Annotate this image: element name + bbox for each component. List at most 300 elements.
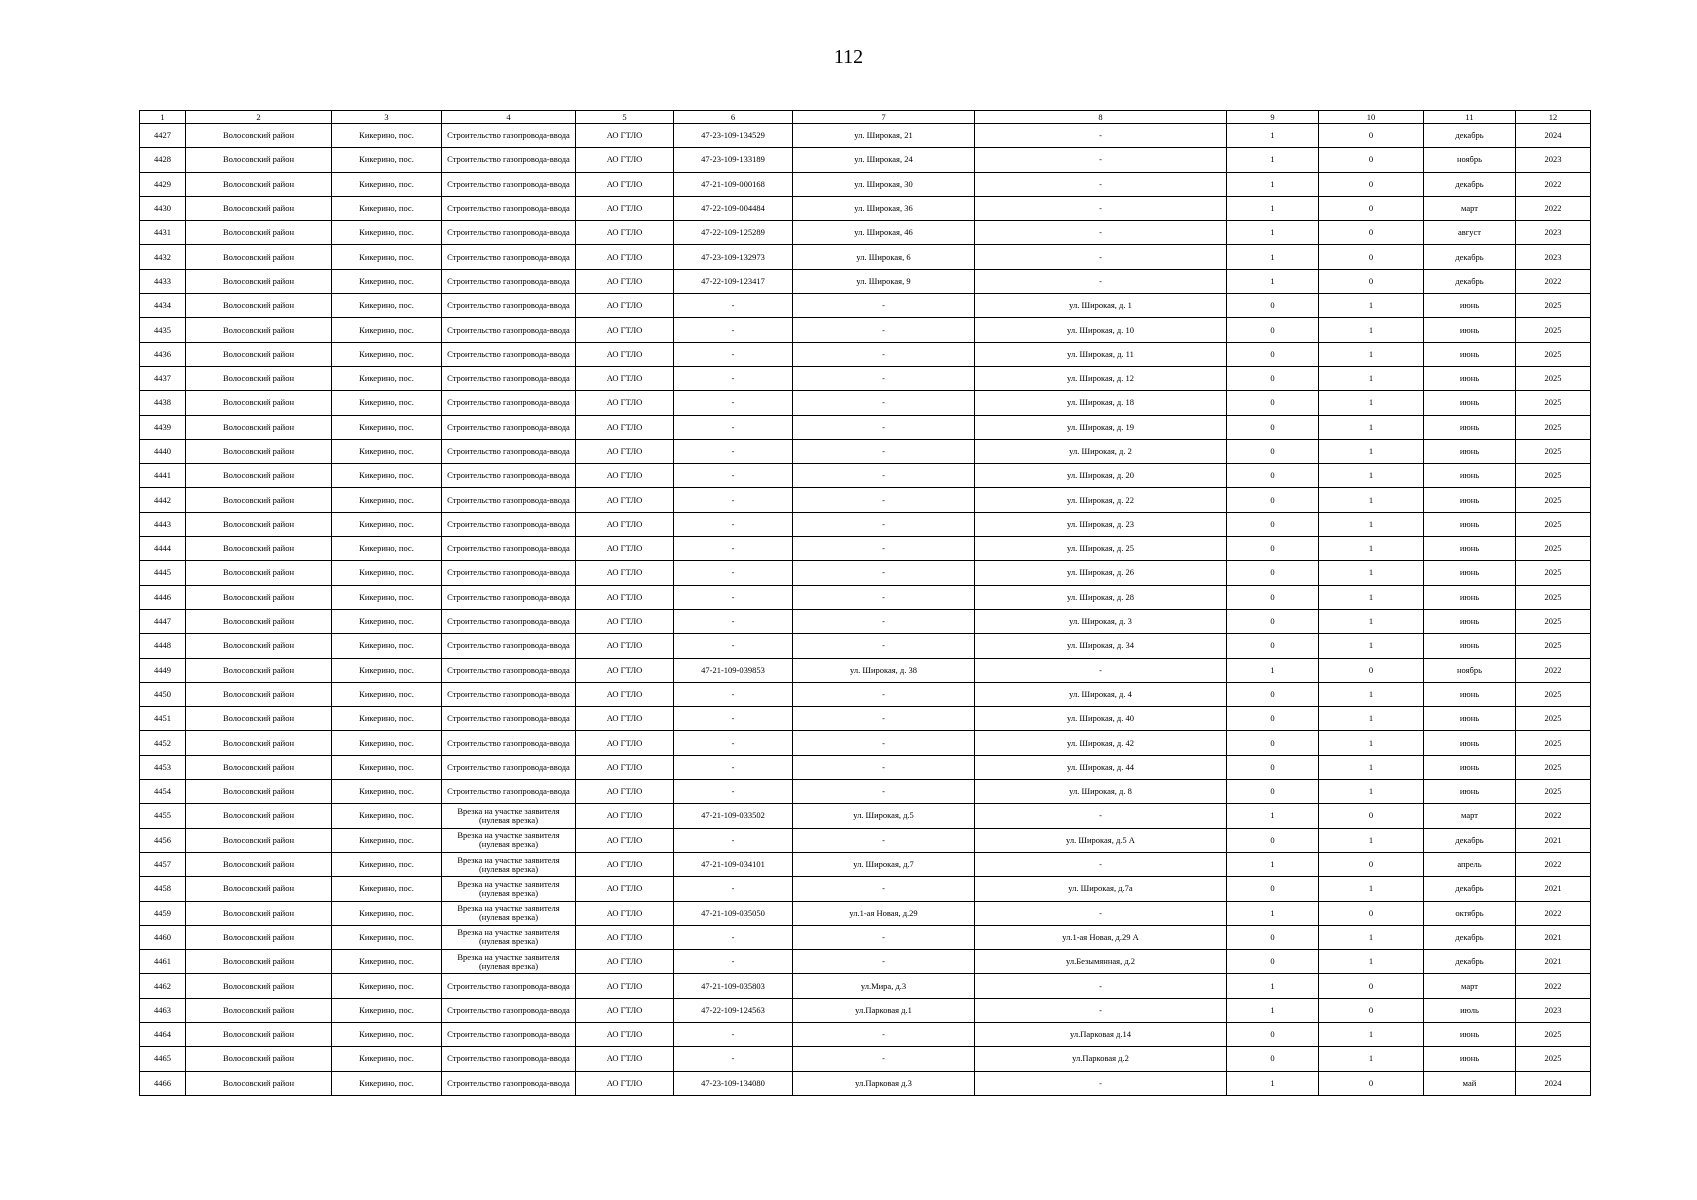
district-cell: Волосовский район [186,342,332,366]
address-cell: ул. Широкая, д. 38 [793,658,975,682]
cadastral-number-cell: 47-23-109-132973 [674,245,793,269]
address-cell: ул. Широкая, 6 [793,245,975,269]
settlement-cell: Кикерино, пос. [332,148,442,172]
count-cell-b: 1 [1319,439,1424,463]
district-cell: Волосовский район [186,148,332,172]
table-row [140,804,1591,828]
address-cell: - [793,561,975,585]
planned-address-cell: - [975,658,1227,682]
count-cell-a: 0 [1227,561,1319,585]
work-type-cell: Строительство газопровода-ввода [442,342,576,366]
district-cell: Волосовский район [186,828,332,852]
address-cell: - [793,634,975,658]
page-number: 112 [833,46,864,68]
count-cell-b: 1 [1319,828,1424,852]
month-cell: июнь [1424,731,1516,755]
work-type-cell: Врезка на участке заявителя (нулевая врезка) [442,828,576,852]
planned-address-cell: - [975,901,1227,925]
work-type-cell: Строительство газопровода-ввода [442,488,576,512]
work-type-cell: Строительство газопровода-ввода [442,1022,576,1046]
settlement-cell: Кикерино, пос. [332,537,442,561]
settlement-cell: Кикерино, пос. [332,682,442,706]
settlement-cell: Кикерино, пос. [332,731,442,755]
column-header: 4 [442,111,576,124]
row-number-cell: 4442 [140,488,186,512]
month-cell: декабрь [1424,925,1516,949]
address-cell: ул. Широкая, д.5 [793,804,975,828]
year-cell: 2025 [1516,1047,1591,1071]
year-cell: 2025 [1516,512,1591,536]
cadastral-number-cell: - [674,1047,793,1071]
address-cell: - [793,755,975,779]
count-cell-b: 0 [1319,1071,1424,1095]
row-number-cell: 4438 [140,391,186,415]
district-cell: Волосовский район [186,537,332,561]
count-cell-a: 0 [1227,294,1319,318]
planned-address-cell: ул. Широкая, д. 1 [975,294,1227,318]
planned-address-cell: ул.Парковая д.2 [975,1047,1227,1071]
table-row [140,974,1591,998]
address-cell: - [793,366,975,390]
count-cell-b: 0 [1319,852,1424,876]
work-type-cell: Врезка на участке заявителя (нулевая врезка) [442,925,576,949]
settlement-cell: Кикерино, пос. [332,609,442,633]
count-cell-a: 1 [1227,998,1319,1022]
work-type-cell: Строительство газопровода-ввода [442,634,576,658]
year-cell: 2025 [1516,391,1591,415]
district-cell: Волосовский район [186,415,332,439]
year-cell: 2025 [1516,707,1591,731]
organization-cell: АО ГТЛО [576,925,674,949]
count-cell-b: 0 [1319,124,1424,148]
column-header: 10 [1319,111,1424,124]
year-cell: 2022 [1516,974,1591,998]
count-cell-b: 1 [1319,780,1424,804]
cadastral-number-cell: 47-21-109-000168 [674,172,793,196]
count-cell-a: 1 [1227,658,1319,682]
organization-cell: АО ГТЛО [576,172,674,196]
planned-address-cell: ул. Широкая, д. 34 [975,634,1227,658]
work-type-cell: Строительство газопровода-ввода [442,415,576,439]
planned-address-cell: - [975,804,1227,828]
row-number-cell: 4459 [140,901,186,925]
address-cell: ул. Широкая, 46 [793,221,975,245]
count-cell-b: 1 [1319,294,1424,318]
cadastral-number-cell: - [674,366,793,390]
district-cell: Волосовский район [186,269,332,293]
row-number-cell: 4451 [140,707,186,731]
month-cell: июнь [1424,780,1516,804]
month-cell: июнь [1424,634,1516,658]
table-row [140,561,1591,585]
work-type-cell: Строительство газопровода-ввода [442,731,576,755]
planned-address-cell: ул. Широкая, д. 25 [975,537,1227,561]
table-row [140,318,1591,342]
row-number-cell: 4463 [140,998,186,1022]
count-cell-b: 1 [1319,318,1424,342]
address-cell: ул. Широкая, 30 [793,172,975,196]
count-cell-a: 0 [1227,609,1319,633]
year-cell: 2025 [1516,366,1591,390]
district-cell: Волосовский район [186,804,332,828]
count-cell-a: 1 [1227,974,1319,998]
month-cell: июнь [1424,439,1516,463]
row-number-cell: 4436 [140,342,186,366]
count-cell-b: 0 [1319,998,1424,1022]
cadastral-number-cell: - [674,561,793,585]
organization-cell: АО ГТЛО [576,950,674,974]
row-number-cell: 4427 [140,124,186,148]
month-cell: июнь [1424,464,1516,488]
address-cell: ул.Парковая д.3 [793,1071,975,1095]
year-cell: 2025 [1516,682,1591,706]
count-cell-a: 0 [1227,366,1319,390]
year-cell: 2025 [1516,342,1591,366]
row-number-cell: 4466 [140,1071,186,1095]
table-row [140,950,1591,974]
count-cell-b: 1 [1319,755,1424,779]
table-row [140,998,1591,1022]
organization-cell: АО ГТЛО [576,342,674,366]
month-cell: июнь [1424,294,1516,318]
work-type-cell: Строительство газопровода-ввода [442,1047,576,1071]
row-number-cell: 4457 [140,852,186,876]
settlement-cell: Кикерино, пос. [332,1022,442,1046]
settlement-cell: Кикерино, пос. [332,585,442,609]
address-cell: - [793,415,975,439]
cadastral-number-cell: 47-23-109-134529 [674,124,793,148]
address-cell: ул.1-ая Новая, д.29 [793,901,975,925]
count-cell-a: 0 [1227,950,1319,974]
table-row [140,1071,1591,1095]
work-type-cell: Строительство газопровода-ввода [442,707,576,731]
year-cell: 2022 [1516,804,1591,828]
organization-cell: АО ГТЛО [576,1022,674,1046]
year-cell: 2022 [1516,658,1591,682]
cadastral-number-cell: 47-22-109-123417 [674,269,793,293]
work-type-cell: Строительство газопровода-ввода [442,682,576,706]
count-cell-b: 1 [1319,877,1424,901]
row-number-cell: 4447 [140,609,186,633]
district-cell: Волосовский район [186,974,332,998]
cadastral-number-cell: - [674,1022,793,1046]
count-cell-a: 0 [1227,512,1319,536]
year-cell: 2021 [1516,925,1591,949]
month-cell: июнь [1424,585,1516,609]
count-cell-a: 0 [1227,464,1319,488]
address-cell: - [793,925,975,949]
month-cell: декабрь [1424,172,1516,196]
count-cell-a: 0 [1227,780,1319,804]
district-cell: Волосовский район [186,391,332,415]
planned-address-cell: ул. Широкая, д. 2 [975,439,1227,463]
settlement-cell: Кикерино, пос. [332,1071,442,1095]
planned-address-cell: ул. Широкая, д. 3 [975,609,1227,633]
district-cell: Волосовский район [186,1071,332,1095]
settlement-cell: Кикерино, пос. [332,269,442,293]
settlement-cell: Кикерино, пос. [332,707,442,731]
count-cell-a: 0 [1227,342,1319,366]
year-cell: 2024 [1516,1071,1591,1095]
settlement-cell: Кикерино, пос. [332,852,442,876]
year-cell: 2025 [1516,780,1591,804]
month-cell: июнь [1424,755,1516,779]
count-cell-b: 0 [1319,245,1424,269]
cadastral-number-cell: - [674,707,793,731]
count-cell-a: 1 [1227,221,1319,245]
year-cell: 2022 [1516,901,1591,925]
cadastral-number-cell: 47-21-109-034101 [674,852,793,876]
settlement-cell: Кикерино, пос. [332,780,442,804]
column-header: 5 [576,111,674,124]
count-cell-b: 1 [1319,585,1424,609]
settlement-cell: Кикерино, пос. [332,439,442,463]
address-cell: ул. Широкая, 9 [793,269,975,293]
table-row [140,658,1591,682]
planned-address-cell: ул. Широкая, д. 19 [975,415,1227,439]
planned-address-cell: - [975,998,1227,1022]
row-number-cell: 4439 [140,415,186,439]
address-cell: ул. Широкая, 24 [793,148,975,172]
count-cell-b: 1 [1319,561,1424,585]
work-type-cell: Строительство газопровода-ввода [442,172,576,196]
work-type-cell: Строительство газопровода-ввода [442,537,576,561]
table-row [140,585,1591,609]
settlement-cell: Кикерино, пос. [332,342,442,366]
cadastral-number-cell: - [674,585,793,609]
table-row [140,780,1591,804]
address-cell: - [793,512,975,536]
row-number-cell: 4432 [140,245,186,269]
district-cell: Волосовский район [186,366,332,390]
planned-address-cell: ул.Безымянная, д.2 [975,950,1227,974]
count-cell-b: 0 [1319,148,1424,172]
planned-address-cell: ул.Парковая д.14 [975,1022,1227,1046]
table-row [140,537,1591,561]
organization-cell: АО ГТЛО [576,561,674,585]
count-cell-b: 1 [1319,366,1424,390]
settlement-cell: Кикерино, пос. [332,828,442,852]
organization-cell: АО ГТЛО [576,512,674,536]
district-cell: Волосовский район [186,512,332,536]
cadastral-number-cell: 47-23-109-134080 [674,1071,793,1095]
month-cell: март [1424,804,1516,828]
row-number-cell: 4453 [140,755,186,779]
count-cell-a: 0 [1227,537,1319,561]
work-type-cell: Строительство газопровода-ввода [442,512,576,536]
count-cell-a: 0 [1227,877,1319,901]
settlement-cell: Кикерино, пос. [332,172,442,196]
settlement-cell: Кикерино, пос. [332,318,442,342]
count-cell-a: 0 [1227,391,1319,415]
district-cell: Волосовский район [186,634,332,658]
month-cell: декабрь [1424,124,1516,148]
cadastral-number-cell: 47-22-109-124563 [674,998,793,1022]
count-cell-b: 0 [1319,974,1424,998]
address-cell: - [793,707,975,731]
planned-address-cell: - [975,852,1227,876]
count-cell-a: 0 [1227,1047,1319,1071]
planned-address-cell: ул.1-ая Новая, д.29 А [975,925,1227,949]
cadastral-number-cell: - [674,294,793,318]
organization-cell: АО ГТЛО [576,828,674,852]
year-cell: 2025 [1516,1022,1591,1046]
cadastral-number-cell: 47-22-109-004484 [674,196,793,220]
count-cell-b: 1 [1319,1022,1424,1046]
count-cell-b: 1 [1319,415,1424,439]
row-number-cell: 4450 [140,682,186,706]
table-row [140,512,1591,536]
cadastral-number-cell: - [674,415,793,439]
row-number-cell: 4429 [140,172,186,196]
district-cell: Волосовский район [186,488,332,512]
month-cell: июнь [1424,561,1516,585]
count-cell-a: 0 [1227,439,1319,463]
cadastral-number-cell: - [674,512,793,536]
planned-address-cell: ул. Широкая, д. 44 [975,755,1227,779]
table-row [140,366,1591,390]
planned-address-cell: ул. Широкая, д. 10 [975,318,1227,342]
settlement-cell: Кикерино, пос. [332,1047,442,1071]
cadastral-number-cell: - [674,682,793,706]
month-cell: ноябрь [1424,148,1516,172]
month-cell: март [1424,196,1516,220]
cadastral-number-cell: - [674,488,793,512]
settlement-cell: Кикерино, пос. [332,804,442,828]
count-cell-b: 0 [1319,804,1424,828]
table-row [140,828,1591,852]
year-cell: 2021 [1516,877,1591,901]
month-cell: декабрь [1424,950,1516,974]
organization-cell: АО ГТЛО [576,852,674,876]
organization-cell: АО ГТЛО [576,901,674,925]
year-cell: 2025 [1516,731,1591,755]
district-cell: Волосовский район [186,925,332,949]
count-cell-b: 1 [1319,731,1424,755]
work-type-cell: Строительство газопровода-ввода [442,998,576,1022]
address-cell: - [793,1047,975,1071]
row-number-cell: 4441 [140,464,186,488]
organization-cell: АО ГТЛО [576,877,674,901]
year-cell: 2025 [1516,755,1591,779]
count-cell-b: 1 [1319,1047,1424,1071]
organization-cell: АО ГТЛО [576,269,674,293]
count-cell-a: 0 [1227,755,1319,779]
row-number-cell: 4430 [140,196,186,220]
year-cell: 2025 [1516,318,1591,342]
table-row [140,755,1591,779]
table-row [140,342,1591,366]
table-row [140,124,1591,148]
table-row [140,609,1591,633]
month-cell: июнь [1424,391,1516,415]
settlement-cell: Кикерино, пос. [332,512,442,536]
year-cell: 2022 [1516,269,1591,293]
organization-cell: АО ГТЛО [576,755,674,779]
row-number-cell: 4458 [140,877,186,901]
count-cell-b: 0 [1319,901,1424,925]
month-cell: июнь [1424,512,1516,536]
column-number-row [140,111,1591,124]
address-cell: - [793,950,975,974]
table-row [140,925,1591,949]
organization-cell: АО ГТЛО [576,148,674,172]
count-cell-a: 0 [1227,925,1319,949]
work-type-cell: Строительство газопровода-ввода [442,561,576,585]
district-cell: Волосовский район [186,609,332,633]
year-cell: 2023 [1516,245,1591,269]
year-cell: 2025 [1516,488,1591,512]
cadastral-number-cell: - [674,318,793,342]
organization-cell: АО ГТЛО [576,439,674,463]
year-cell: 2022 [1516,852,1591,876]
address-cell: - [793,585,975,609]
table-row [140,148,1591,172]
planned-address-cell: ул. Широкая, д.5 А [975,828,1227,852]
row-number-cell: 4444 [140,537,186,561]
address-cell: ул. Широкая, 21 [793,124,975,148]
table-row [140,221,1591,245]
district-cell: Волосовский район [186,998,332,1022]
month-cell: июнь [1424,318,1516,342]
address-cell: - [793,682,975,706]
address-cell: - [793,537,975,561]
table-row [140,901,1591,925]
organization-cell: АО ГТЛО [576,124,674,148]
row-number-cell: 4460 [140,925,186,949]
district-cell: Волосовский район [186,464,332,488]
district-cell: Волосовский район [186,221,332,245]
planned-address-cell: ул. Широкая, д. 20 [975,464,1227,488]
organization-cell: АО ГТЛО [576,780,674,804]
district-cell: Волосовский район [186,245,332,269]
count-cell-b: 1 [1319,634,1424,658]
cadastral-number-cell: - [674,780,793,804]
column-header: 8 [975,111,1227,124]
count-cell-b: 1 [1319,512,1424,536]
cadastral-number-cell: - [674,731,793,755]
settlement-cell: Кикерино, пос. [332,245,442,269]
month-cell: июнь [1424,488,1516,512]
count-cell-b: 1 [1319,488,1424,512]
count-cell-a: 0 [1227,634,1319,658]
table-row [140,877,1591,901]
row-number-cell: 4456 [140,828,186,852]
address-cell: - [793,342,975,366]
cadastral-number-cell: - [674,925,793,949]
count-cell-b: 1 [1319,342,1424,366]
settlement-cell: Кикерино, пос. [332,950,442,974]
count-cell-b: 1 [1319,391,1424,415]
work-type-cell: Строительство газопровода-ввода [442,1071,576,1095]
work-type-cell: Строительство газопровода-ввода [442,318,576,342]
table-row [140,634,1591,658]
table-row [140,294,1591,318]
count-cell-b: 0 [1319,196,1424,220]
organization-cell: АО ГТЛО [576,1047,674,1071]
address-cell: ул. Широкая, 36 [793,196,975,220]
settlement-cell: Кикерино, пос. [332,124,442,148]
month-cell: июнь [1424,1047,1516,1071]
district-cell: Волосовский район [186,731,332,755]
year-cell: 2022 [1516,172,1591,196]
count-cell-b: 1 [1319,609,1424,633]
address-cell: - [793,439,975,463]
table-row [140,464,1591,488]
work-type-cell: Строительство газопровода-ввода [442,464,576,488]
count-cell-b: 0 [1319,658,1424,682]
work-type-cell: Врезка на участке заявителя (нулевая врезка) [442,950,576,974]
